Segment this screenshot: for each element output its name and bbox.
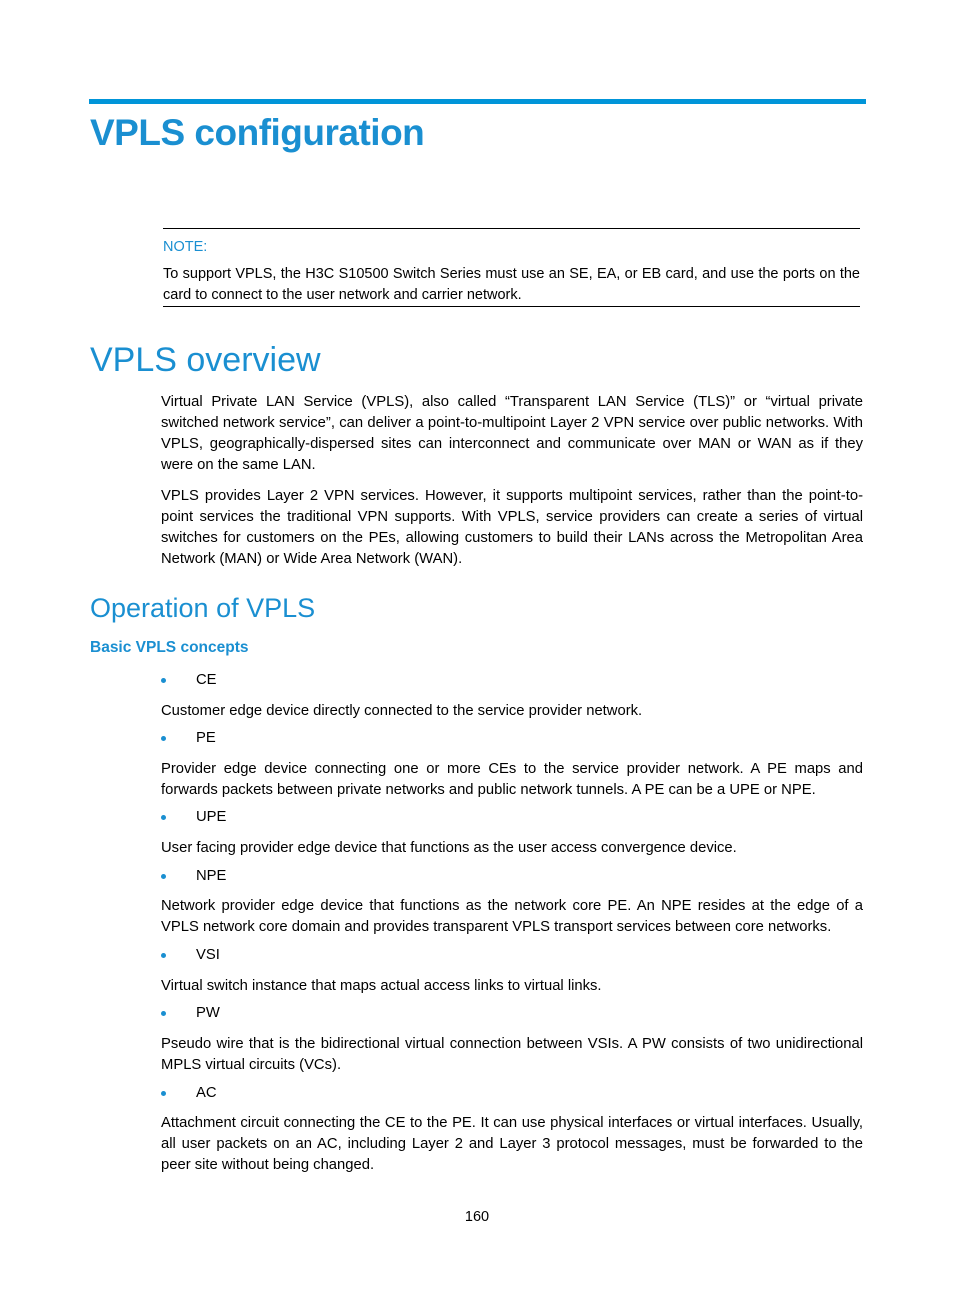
section-heading-vpls-overview: VPLS overview [90,341,321,379]
concept-description: Virtual switch instance that maps actual access links to virtual links. [161,978,602,994]
bullet-icon [161,874,166,879]
concept-description: Provider edge device connecting one or more CEs to the service provider network. A PE maps and forwards packets between private networks and public network tunnels. A PE can be a UPE or NPE. [161,761,863,798]
bullet-icon [161,1091,166,1096]
subsection-heading-basic-vpls-concepts: Basic VPLS concepts [90,639,249,656]
concept-term: CE [196,672,217,688]
concept-description: Attachment circuit connecting the CE to the PE. It can use physical interfaces or virtual interfaces. Usually, all user packets on an AC, including Layer 2 and Layer 3 protocol messages, must be forwarded to the peer site without being changed. [161,1115,863,1173]
note-box [163,228,860,307]
concept-term: PW [196,1005,220,1021]
page-number: 160 [464,1209,490,1225]
concept-term: NPE [196,868,227,884]
note-text: To support VPLS, the H3C S10500 Switch Series must use an SE, EA, or EB card, and use the ports on the card to connect to the user network and carrier network. [163,266,860,303]
section-heading-operation-of-vpls: Operation of VPLS [90,593,316,623]
concept-term: AC [196,1085,217,1101]
bullet-icon [161,736,166,741]
chapter-top-rule [89,99,866,104]
concept-description: Network provider edge device that functions as the network core PE. An NPE resides at the edge of a VPLS network core domain and provides transparent VPLS transport services between core networks. [161,898,863,935]
overview-paragraph: VPLS provides Layer 2 VPN services. However, it supports multipoint services, rather than the point-to-point services the traditional VPN supports. With VPLS, service providers can create a series of virtual switches for customers on the PEs, allowing customers to build their LANs across the Metropolitan Area Network (MAN) or Wide Area Network (WAN). [161,488,863,567]
bullet-icon [161,815,166,820]
concept-term: UPE [196,809,227,825]
bullet-icon [161,1011,166,1016]
overview-paragraph: Virtual Private LAN Service (VPLS), also called “Transparent LAN Service (TLS)” or “virtual private switched network service”, can deliver a point-to-multipoint Layer 2 VPN service over public networks. With VPLS, geographically-dispersed sites can interconnect and communicate over MAN or WAN as if they were on the same LAN. [161,394,863,473]
concept-description: Pseudo wire that is the bidirectional virtual connection between VSIs. A PW consists of two unidirectional MPLS virtual circuits (VCs). [161,1036,863,1073]
concept-term: PE [196,730,216,746]
bullet-icon [161,678,166,683]
concept-term: VSI [196,947,220,963]
chapter-title: VPLS configuration [90,112,425,153]
note-label: NOTE: [163,239,208,255]
concept-description: Customer edge device directly connected to the service provider network. [161,703,643,719]
bullet-icon [161,953,166,958]
concept-description: User facing provider edge device that functions as the user access convergence device. [161,840,737,856]
